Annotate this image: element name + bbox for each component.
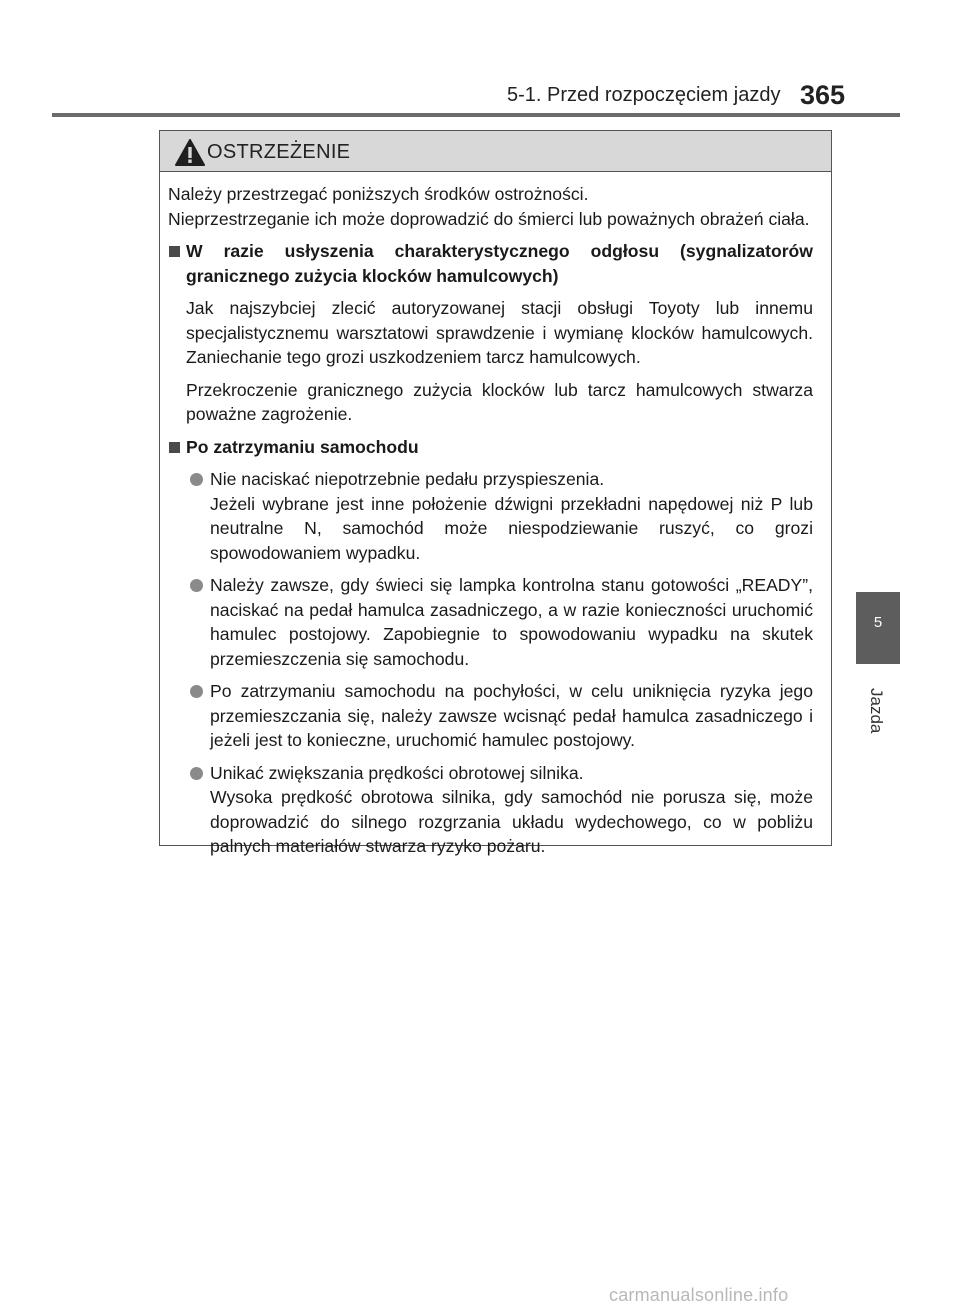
section-heading bbox=[168, 435, 813, 460]
intro-line: Nieprzestrzeganie ich może doprowadzić do śmierci lub poważnych obrażeń ciała. bbox=[168, 208, 810, 229]
warning-body bbox=[160, 172, 831, 859]
bullet-text: Jeżeli wybrane jest inne położenie dźwigni przekładni napędowej niż P lub neutralne N, samochód może niespodziewanie ruszyć, co grozi spowodowaniem wypadku. bbox=[210, 493, 813, 563]
square-bullet-icon bbox=[169, 246, 180, 257]
watermark: carmanualsonline.info bbox=[609, 1285, 789, 1305]
round-bullet-icon bbox=[190, 767, 203, 780]
warning-header bbox=[160, 131, 831, 172]
section-brake-wear bbox=[168, 239, 813, 427]
intro-line: Należy przestrzegać poniższych środków ostrożności. bbox=[168, 184, 589, 204]
bullet-item bbox=[168, 761, 813, 859]
round-bullet-icon bbox=[190, 685, 203, 698]
square-bullet-icon bbox=[169, 442, 180, 453]
bullet-text: Po zatrzymaniu samochodu na pochyłości, w celu uniknięcia ryzyka jego przemieszczania się, należy zawsze wcisnąć pedał hamulca zasadniczego i jeżeli jest to konieczne, uruchomić hamulec postojowy. bbox=[210, 681, 813, 750]
bullet-item bbox=[168, 467, 813, 565]
section-heading bbox=[168, 239, 813, 288]
bullet-lead: Nie naciskać niepotrzebnie pedału przyspieszenia. bbox=[210, 469, 605, 489]
bullet-text: Wysoka prędkość obrotowa silnika, gdy samochód nie porusza się, może doprowadzić do silnego rozgrzania układu wydechowego, co w pobliżu palnych materiałów stwarza ryzyko pożaru. bbox=[210, 787, 813, 856]
section-paragraph: Przekroczenie granicznego zużycia klocków lub tarcz hamulcowych stwarza poważne zagrożenie. bbox=[186, 379, 813, 424]
bullet-text: Należy zawsze, gdy świeci się lampka kontrolna stanu gotowości „READY”, naciskać na pedał hamulca zasadniczego, a w razie konieczności uruchomić hamulec postojowy. Zapobiegnie to spowodowaniu wypadku na skutek przemieszczenia się samochodu. bbox=[210, 575, 813, 669]
warning-triangle-icon bbox=[175, 139, 205, 167]
warning-box bbox=[159, 130, 832, 856]
chapter-title: 5-1. Przed rozpoczęciem jazdy bbox=[507, 84, 781, 106]
bullet-item bbox=[168, 679, 813, 753]
page-header bbox=[0, 0, 960, 120]
bullet-item bbox=[168, 573, 813, 671]
chapter-tab bbox=[856, 592, 900, 664]
bullet-lead: Unikać zwiększania prędkości obrotowej silnika. bbox=[210, 762, 584, 783]
warning-intro bbox=[168, 182, 813, 231]
warning-title: OSTRZEŻENIE bbox=[207, 141, 351, 163]
section-heading-text: Po zatrzymaniu samochodu bbox=[186, 436, 419, 457]
round-bullet-icon bbox=[190, 473, 203, 486]
chapter-tab-number: 5 bbox=[873, 614, 883, 631]
round-bullet-icon bbox=[190, 579, 203, 592]
chapter-tab-label: Jazda bbox=[867, 688, 886, 734]
section-after-stopping bbox=[168, 435, 813, 859]
section-paragraph: Jak najszybciej zlecić autoryzowanej stacji obsługi Toyoty lub innemu specjalistycznemu warsztatowi sprawdzenie i wymianę klocków hamulcowych. Zaniechanie tego grozi uszkodzeniem tarcz hamulcowych. bbox=[186, 298, 813, 367]
page-number: 365 bbox=[800, 80, 846, 110]
section-heading-text: W razie usłyszenia charakterystycznego odgłosu (sygnalizatorów granicznego zużycia klocków hamulcowych) bbox=[186, 241, 813, 286]
header-divider bbox=[52, 113, 900, 117]
